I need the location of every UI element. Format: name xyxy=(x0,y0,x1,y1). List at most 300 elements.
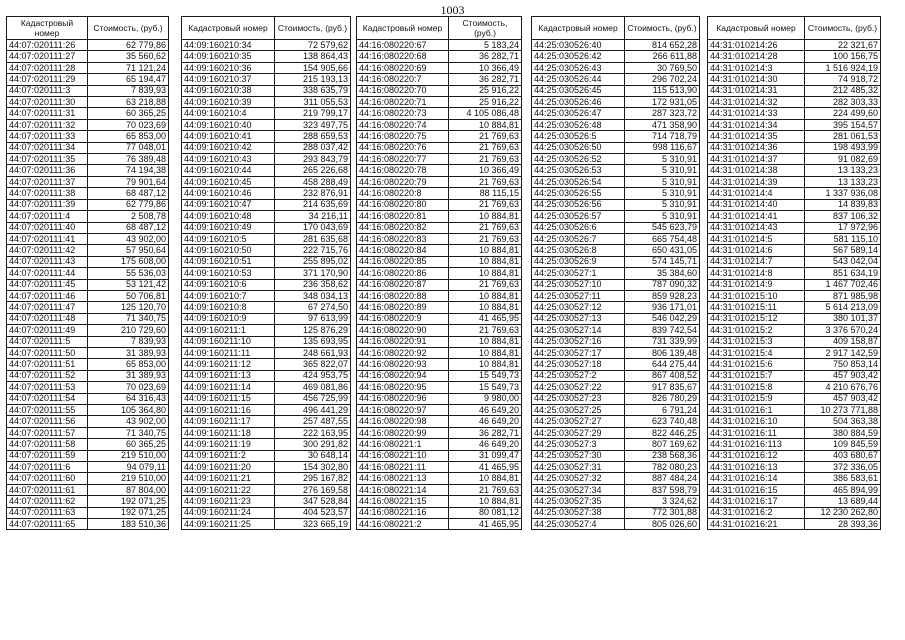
cadastral-number-cell: 44:09:160210:38 xyxy=(182,85,275,96)
cost-cell: 215 193,13 xyxy=(275,74,351,85)
cost-cell: 65 853,00 xyxy=(88,131,169,142)
cadastral-number-cell: 44:31:010214:40 xyxy=(708,199,805,210)
column-header-cost: Стоимость, (руб.) xyxy=(275,17,351,40)
cost-cell: 36 282,71 xyxy=(449,74,522,85)
table-row xyxy=(182,473,351,484)
cadastral-number-cell: 44:07:020111:43 xyxy=(7,256,88,267)
cadastral-number-cell: 44:07:020111:55 xyxy=(7,405,88,416)
cadastral-number-cell: 44:16:080220:67 xyxy=(357,40,449,51)
cadastral-number-cell: 44:25:030527:23 xyxy=(532,393,625,404)
cadastral-number-cell: 44:07:020111:50 xyxy=(7,347,88,358)
cost-cell: 12 230 262,80 xyxy=(805,507,881,518)
cadastral-number-cell: 44:31:010214:37 xyxy=(708,154,805,165)
cadastral-number-cell: 44:16:080220:71 xyxy=(357,97,449,108)
cost-cell: 787 090,32 xyxy=(625,279,700,290)
cadastral-number-cell: 44:07:020111:48 xyxy=(7,313,88,324)
table-row xyxy=(357,233,522,244)
table-row xyxy=(182,370,351,381)
cost-cell: 10 884,81 xyxy=(449,496,522,507)
cost-cell: 837 106,32 xyxy=(805,211,881,222)
cadastral-number-cell: 44:16:080220:8 xyxy=(357,188,449,199)
cost-cell: 46 649,20 xyxy=(449,416,522,427)
column-header-cost: Стоимость, (руб.) xyxy=(88,17,169,40)
cadastral-number-cell: 44:07:020111:57 xyxy=(7,427,88,438)
cost-cell: 222 163,95 xyxy=(275,427,351,438)
cadastral-number-cell: 44:09:160210:5 xyxy=(182,233,275,244)
table-row xyxy=(182,142,351,153)
cadastral-number-cell: 44:07:020111:56 xyxy=(7,416,88,427)
table-row xyxy=(708,405,881,416)
table-row xyxy=(357,131,522,142)
cadastral-number-cell: 44:25:030526:55 xyxy=(532,188,625,199)
table-row xyxy=(708,131,881,142)
cost-cell: 859 928,23 xyxy=(625,290,700,301)
table-row xyxy=(7,359,169,370)
cadastral-number-cell: 44:09:160211:11 xyxy=(182,347,275,358)
cost-cell: 281 061,53 xyxy=(805,131,881,142)
cost-cell: 10 366,49 xyxy=(449,62,522,73)
cost-cell: 100 156,75 xyxy=(805,51,881,62)
cost-cell: 62 779,86 xyxy=(88,199,169,210)
cost-cell: 10 884,81 xyxy=(449,473,522,484)
table-row xyxy=(708,256,881,267)
table-row xyxy=(708,302,881,313)
table-row xyxy=(182,165,351,176)
cost-cell: 65 853,00 xyxy=(88,359,169,370)
cadastral-number-cell: 44:09:160210:40 xyxy=(182,119,275,130)
cadastral-number-cell: 44:25:030526:5 xyxy=(532,131,625,142)
cadastral-number-cell: 44:07:020111:42 xyxy=(7,245,88,256)
cost-cell: 255 895,02 xyxy=(275,256,351,267)
table-row xyxy=(357,313,522,324)
table-row xyxy=(7,211,169,222)
cost-cell: 25 916,22 xyxy=(449,85,522,96)
table-row xyxy=(182,188,351,199)
cadastral-number-cell: 44:07:020111:39 xyxy=(7,199,88,210)
cost-cell: 34 216,11 xyxy=(275,211,351,222)
table-row xyxy=(7,108,169,119)
table-row xyxy=(708,336,881,347)
cost-cell: 35 384,60 xyxy=(625,268,700,279)
cost-cell: 380 101,37 xyxy=(805,313,881,324)
cadastral-number-cell: 44:25:030526:46 xyxy=(532,97,625,108)
cadastral-table xyxy=(356,16,522,530)
table-row xyxy=(7,245,169,256)
cost-cell: 63 218,88 xyxy=(88,97,169,108)
table-row xyxy=(357,74,522,85)
cost-cell: 41 465,95 xyxy=(449,313,522,324)
cost-cell: 311 055,53 xyxy=(275,97,351,108)
table-row xyxy=(7,74,169,85)
cost-cell: 2 508,78 xyxy=(88,211,169,222)
cost-cell: 50 706,81 xyxy=(88,290,169,301)
table-row xyxy=(532,51,700,62)
table-row xyxy=(532,302,700,313)
cost-cell: 71 121,24 xyxy=(88,62,169,73)
cost-cell: 87 804,00 xyxy=(88,484,169,495)
table-row xyxy=(532,473,700,484)
cadastral-number-cell: 44:31:010215:10 xyxy=(708,290,805,301)
cost-cell: 276 169,58 xyxy=(275,484,351,495)
cadastral-number-cell: 44:16:080220:84 xyxy=(357,245,449,256)
cost-cell: 288 037,42 xyxy=(275,142,351,153)
cadastral-number-cell: 44:09:160210:34 xyxy=(182,40,275,51)
table-row xyxy=(357,188,522,199)
cadastral-number-cell: 44:25:030527:13 xyxy=(532,313,625,324)
cost-cell: 266 611,88 xyxy=(625,51,700,62)
cost-cell: 43 902,00 xyxy=(88,416,169,427)
cadastral-number-cell: 44:25:030527:30 xyxy=(532,450,625,461)
cost-cell: 115 513,90 xyxy=(625,85,700,96)
cost-cell: 214 635,69 xyxy=(275,199,351,210)
column-header-cadastral: Кадастровый номер xyxy=(532,17,625,40)
cost-cell: 170 043,69 xyxy=(275,222,351,233)
cost-cell: 21 769,63 xyxy=(449,279,522,290)
cost-cell: 457 903,42 xyxy=(805,370,881,381)
table-row xyxy=(708,325,881,336)
cost-cell: 10 884,81 xyxy=(449,119,522,130)
cadastral-number-cell: 44:31:010215:4 xyxy=(708,347,805,358)
cost-cell: 70 023,69 xyxy=(88,119,169,130)
table-row xyxy=(357,290,522,301)
cadastral-number-cell: 44:07:020111:54 xyxy=(7,393,88,404)
table-row xyxy=(182,405,351,416)
table-row xyxy=(708,268,881,279)
table-row xyxy=(7,40,169,51)
cadastral-number-cell: 44:31:010216:2 xyxy=(708,507,805,518)
cost-cell: 41 465,95 xyxy=(449,462,522,473)
cadastral-number-cell: 44:07:020111:28 xyxy=(7,62,88,73)
cadastral-number-cell: 44:09:160211:24 xyxy=(182,507,275,518)
cadastral-number-cell: 44:16:080221:14 xyxy=(357,484,449,495)
cadastral-number-cell: 44:16:080220:95 xyxy=(357,382,449,393)
cadastral-number-cell: 44:31:010214:9 xyxy=(708,279,805,290)
table-row xyxy=(182,233,351,244)
cost-cell: 293 843,79 xyxy=(275,154,351,165)
cadastral-number-cell: 44:16:080220:69 xyxy=(357,62,449,73)
cost-cell: 644 275,44 xyxy=(625,359,700,370)
table-row xyxy=(708,313,881,324)
cost-cell: 458 288,49 xyxy=(275,176,351,187)
cadastral-number-cell: 44:07:020111:3 xyxy=(7,85,88,96)
table-row xyxy=(357,199,522,210)
cadastral-number-cell: 44:31:010215:8 xyxy=(708,382,805,393)
cadastral-number-cell: 44:31:010215:7 xyxy=(708,370,805,381)
cadastral-number-cell: 44:07:020111:45 xyxy=(7,279,88,290)
cadastral-number-cell: 44:25:030527:35 xyxy=(532,496,625,507)
cadastral-number-cell: 44:09:160210:50 xyxy=(182,245,275,256)
cadastral-number-cell: 44:09:160210:49 xyxy=(182,222,275,233)
cadastral-number-cell: 44:09:160211:17 xyxy=(182,416,275,427)
cost-cell: 5 614 213,09 xyxy=(805,302,881,313)
cost-cell: 471 358,90 xyxy=(625,119,700,130)
table-row xyxy=(357,393,522,404)
cadastral-number-cell: 44:31:010214:33 xyxy=(708,108,805,119)
cadastral-number-cell: 44:31:010215:6 xyxy=(708,359,805,370)
cadastral-number-cell: 44:07:020111:33 xyxy=(7,131,88,142)
cadastral-number-cell: 44:16:080221:10 xyxy=(357,450,449,461)
table-row xyxy=(708,154,881,165)
table-row xyxy=(532,290,700,301)
table-row xyxy=(7,176,169,187)
cadastral-number-cell: 44:31:010214:28 xyxy=(708,51,805,62)
cost-cell: 404 523,57 xyxy=(275,507,351,518)
cadastral-number-cell: 44:09:160211:1 xyxy=(182,325,275,336)
table-row xyxy=(357,302,522,313)
cost-cell: 138 864,43 xyxy=(275,51,351,62)
table-row xyxy=(7,222,169,233)
table-row xyxy=(532,405,700,416)
table-row xyxy=(708,290,881,301)
cadastral-number-cell: 44:25:030527:11 xyxy=(532,290,625,301)
cadastral-number-cell: 44:09:160210:42 xyxy=(182,142,275,153)
table-row xyxy=(708,245,881,256)
table-row xyxy=(7,462,169,473)
table-row xyxy=(7,131,169,142)
table-row xyxy=(182,62,351,73)
cadastral-number-cell: 44:07:020111:38 xyxy=(7,188,88,199)
cadastral-number-cell: 44:31:010215:12 xyxy=(708,313,805,324)
table-row xyxy=(357,325,522,336)
cost-cell: 74 194,38 xyxy=(88,165,169,176)
cost-cell: 15 549,73 xyxy=(449,382,522,393)
cadastral-number-cell: 44:16:080220:86 xyxy=(357,268,449,279)
cadastral-number-cell: 44:25:030527:1 xyxy=(532,268,625,279)
cadastral-number-cell: 44:25:030527:14 xyxy=(532,325,625,336)
cost-cell: 380 884,59 xyxy=(805,427,881,438)
cost-cell: 936 171,01 xyxy=(625,302,700,313)
table-row xyxy=(357,176,522,187)
cadastral-number-cell: 44:07:020111:62 xyxy=(7,496,88,507)
cost-cell: 13 133,23 xyxy=(805,165,881,176)
cadastral-number-cell: 44:31:010214:3 xyxy=(708,62,805,73)
cost-cell: 31 099,47 xyxy=(449,450,522,461)
table-row xyxy=(532,393,700,404)
cadastral-number-cell: 44:09:160210:36 xyxy=(182,62,275,73)
table-row xyxy=(357,62,522,73)
cost-cell: 62 779,86 xyxy=(88,40,169,51)
cost-cell: 10 366,49 xyxy=(449,165,522,176)
cadastral-number-cell: 44:09:160210:45 xyxy=(182,176,275,187)
cadastral-number-cell: 44:07:020111:35 xyxy=(7,154,88,165)
cost-cell: 31 389,93 xyxy=(88,370,169,381)
cadastral-number-cell: 44:07:020111:6 xyxy=(7,462,88,473)
cost-cell: 10 884,81 xyxy=(449,256,522,267)
cost-cell: 74 918,72 xyxy=(805,74,881,85)
cost-cell: 222 715,76 xyxy=(275,245,351,256)
table-row xyxy=(7,370,169,381)
cost-cell: 183 510,36 xyxy=(88,519,169,530)
cadastral-number-cell: 44:09:160210:48 xyxy=(182,211,275,222)
cadastral-number-cell: 44:25:030527:16 xyxy=(532,336,625,347)
table-row xyxy=(708,450,881,461)
cost-cell: 70 023,69 xyxy=(88,382,169,393)
cost-cell: 36 282,71 xyxy=(449,427,522,438)
cost-cell: 88 115,15 xyxy=(449,188,522,199)
table-row xyxy=(7,405,169,416)
table-row xyxy=(182,359,351,370)
table-row xyxy=(7,290,169,301)
cadastral-number-cell: 44:31:010216:10 xyxy=(708,416,805,427)
cost-cell: 192 071,25 xyxy=(88,507,169,518)
table-row xyxy=(182,211,351,222)
table-header-row xyxy=(708,17,881,40)
table-row xyxy=(708,427,881,438)
table-row xyxy=(357,142,522,153)
table-row xyxy=(708,165,881,176)
cadastral-number-cell: 44:07:020111:59 xyxy=(7,450,88,461)
table-row xyxy=(182,507,351,518)
table-row xyxy=(708,74,881,85)
table-row xyxy=(532,382,700,393)
cadastral-number-cell: 44:31:010215:9 xyxy=(708,393,805,404)
cost-cell: 28 393,36 xyxy=(805,519,881,530)
cost-cell: 5 310,91 xyxy=(625,154,700,165)
cadastral-number-cell: 44:25:030526:45 xyxy=(532,85,625,96)
table-row xyxy=(182,97,351,108)
table-row xyxy=(182,439,351,450)
cost-cell: 30 769,50 xyxy=(625,62,700,73)
cost-cell: 10 884,81 xyxy=(449,336,522,347)
cadastral-number-cell: 44:09:160211:20 xyxy=(182,462,275,473)
table-row xyxy=(708,211,881,222)
cost-cell: 21 769,63 xyxy=(449,222,522,233)
cadastral-number-cell: 44:25:030526:40 xyxy=(532,40,625,51)
table-row xyxy=(182,256,351,267)
cost-cell: 867 408,52 xyxy=(625,370,700,381)
cadastral-number-cell: 44:16:080221:16 xyxy=(357,507,449,518)
table-row xyxy=(7,439,169,450)
cadastral-number-cell: 44:31:010214:39 xyxy=(708,176,805,187)
table-row xyxy=(532,370,700,381)
cadastral-number-cell: 44:31:010214:6 xyxy=(708,245,805,256)
cost-cell: 917 835,67 xyxy=(625,382,700,393)
table-row xyxy=(532,256,700,267)
cadastral-number-cell: 44:31:010214:26 xyxy=(708,40,805,51)
cost-cell: 10 273 771,88 xyxy=(805,405,881,416)
table-row xyxy=(708,473,881,484)
cadastral-number-cell: 44:31:010215:2 xyxy=(708,325,805,336)
cadastral-number-cell: 44:07:020111:5 xyxy=(7,336,88,347)
cost-cell: 546 042,29 xyxy=(625,313,700,324)
cost-cell: 282 303,33 xyxy=(805,97,881,108)
cadastral-number-cell: 44:16:080220:74 xyxy=(357,119,449,130)
table-row xyxy=(708,62,881,73)
cadastral-number-cell: 44:07:020111:47 xyxy=(7,302,88,313)
cadastral-number-cell: 44:16:080220:90 xyxy=(357,325,449,336)
cadastral-number-cell: 44:16:080220:92 xyxy=(357,347,449,358)
table-row xyxy=(708,370,881,381)
cadastral-number-cell: 44:25:030526:57 xyxy=(532,211,625,222)
cadastral-number-cell: 44:09:160210:47 xyxy=(182,199,275,210)
cost-cell: 265 226,68 xyxy=(275,165,351,176)
cadastral-number-cell: 44:07:020111:65 xyxy=(7,519,88,530)
cost-cell: 41 465,95 xyxy=(449,519,522,530)
cost-cell: 287 323,72 xyxy=(625,108,700,119)
table-row xyxy=(532,519,700,530)
table-row xyxy=(532,119,700,130)
cost-cell: 403 680,67 xyxy=(805,450,881,461)
table-header-row xyxy=(182,17,351,40)
cadastral-number-cell: 44:25:030526:8 xyxy=(532,245,625,256)
table-row xyxy=(7,519,169,530)
cost-cell: 665 754,48 xyxy=(625,233,700,244)
table-header-row xyxy=(357,17,522,40)
table-row xyxy=(532,450,700,461)
cadastral-number-cell: 44:09:160210:9 xyxy=(182,313,275,324)
cadastral-number-cell: 44:16:080220:75 xyxy=(357,131,449,142)
table-row xyxy=(708,40,881,51)
table-row xyxy=(357,40,522,51)
table-row xyxy=(182,245,351,256)
table-row xyxy=(357,222,522,233)
column-header-cadastral: Кадастровый номер xyxy=(182,17,275,40)
cost-cell: 851 634,19 xyxy=(805,268,881,279)
cadastral-number-cell: 44:07:020111:52 xyxy=(7,370,88,381)
cost-cell: 36 282,71 xyxy=(449,51,522,62)
cost-cell: 731 339,99 xyxy=(625,336,700,347)
table-row xyxy=(7,62,169,73)
cadastral-number-cell: 44:07:020111:36 xyxy=(7,165,88,176)
cost-cell: 21 769,63 xyxy=(449,176,522,187)
table-row xyxy=(182,119,351,130)
cadastral-number-cell: 44:25:030526:54 xyxy=(532,176,625,187)
table-row xyxy=(708,462,881,473)
cadastral-table xyxy=(707,16,881,530)
cost-cell: 72 579,62 xyxy=(275,40,351,51)
cadastral-number-cell: 44:16:080221:1 xyxy=(357,439,449,450)
table-row xyxy=(708,496,881,507)
table-row xyxy=(182,40,351,51)
cost-cell: 365 822,07 xyxy=(275,359,351,370)
cadastral-number-cell: 44:09:160211:21 xyxy=(182,473,275,484)
cost-cell: 814 652,28 xyxy=(625,40,700,51)
cadastral-number-cell: 44:31:010216:113 xyxy=(708,439,805,450)
cost-cell: 10 884,81 xyxy=(449,245,522,256)
table-row xyxy=(532,313,700,324)
cadastral-number-cell: 44:07:020111:30 xyxy=(7,97,88,108)
table-row xyxy=(708,439,881,450)
cost-cell: 826 780,29 xyxy=(625,393,700,404)
cost-cell: 5 310,91 xyxy=(625,176,700,187)
table-row xyxy=(7,51,169,62)
cost-cell: 125 876,29 xyxy=(275,325,351,336)
table-row xyxy=(7,302,169,313)
cadastral-number-cell: 44:31:010214:36 xyxy=(708,142,805,153)
cost-cell: 46 649,20 xyxy=(449,405,522,416)
cost-cell: 371 170,90 xyxy=(275,268,351,279)
cadastral-number-cell: 44:31:010216:17 xyxy=(708,496,805,507)
cost-cell: 13 133,23 xyxy=(805,176,881,187)
cadastral-number-cell: 44:09:160211:18 xyxy=(182,427,275,438)
cost-cell: 822 446,25 xyxy=(625,427,700,438)
cadastral-number-cell: 44:16:080220:91 xyxy=(357,336,449,347)
table-row xyxy=(357,416,522,427)
table-row xyxy=(7,473,169,484)
cadastral-number-cell: 44:25:030527:2 xyxy=(532,370,625,381)
cost-cell: 5 310,91 xyxy=(625,211,700,222)
table-row xyxy=(708,108,881,119)
cadastral-number-cell: 44:31:010216:15 xyxy=(708,484,805,495)
cadastral-number-cell: 44:16:080220:78 xyxy=(357,165,449,176)
cadastral-number-cell: 44:31:010214:34 xyxy=(708,119,805,130)
cost-cell: 21 769,63 xyxy=(449,142,522,153)
table-row xyxy=(357,382,522,393)
cadastral-number-cell: 44:09:160211:16 xyxy=(182,405,275,416)
cost-cell: 504 363,38 xyxy=(805,416,881,427)
table-row xyxy=(7,393,169,404)
cost-cell: 125 120,70 xyxy=(88,302,169,313)
